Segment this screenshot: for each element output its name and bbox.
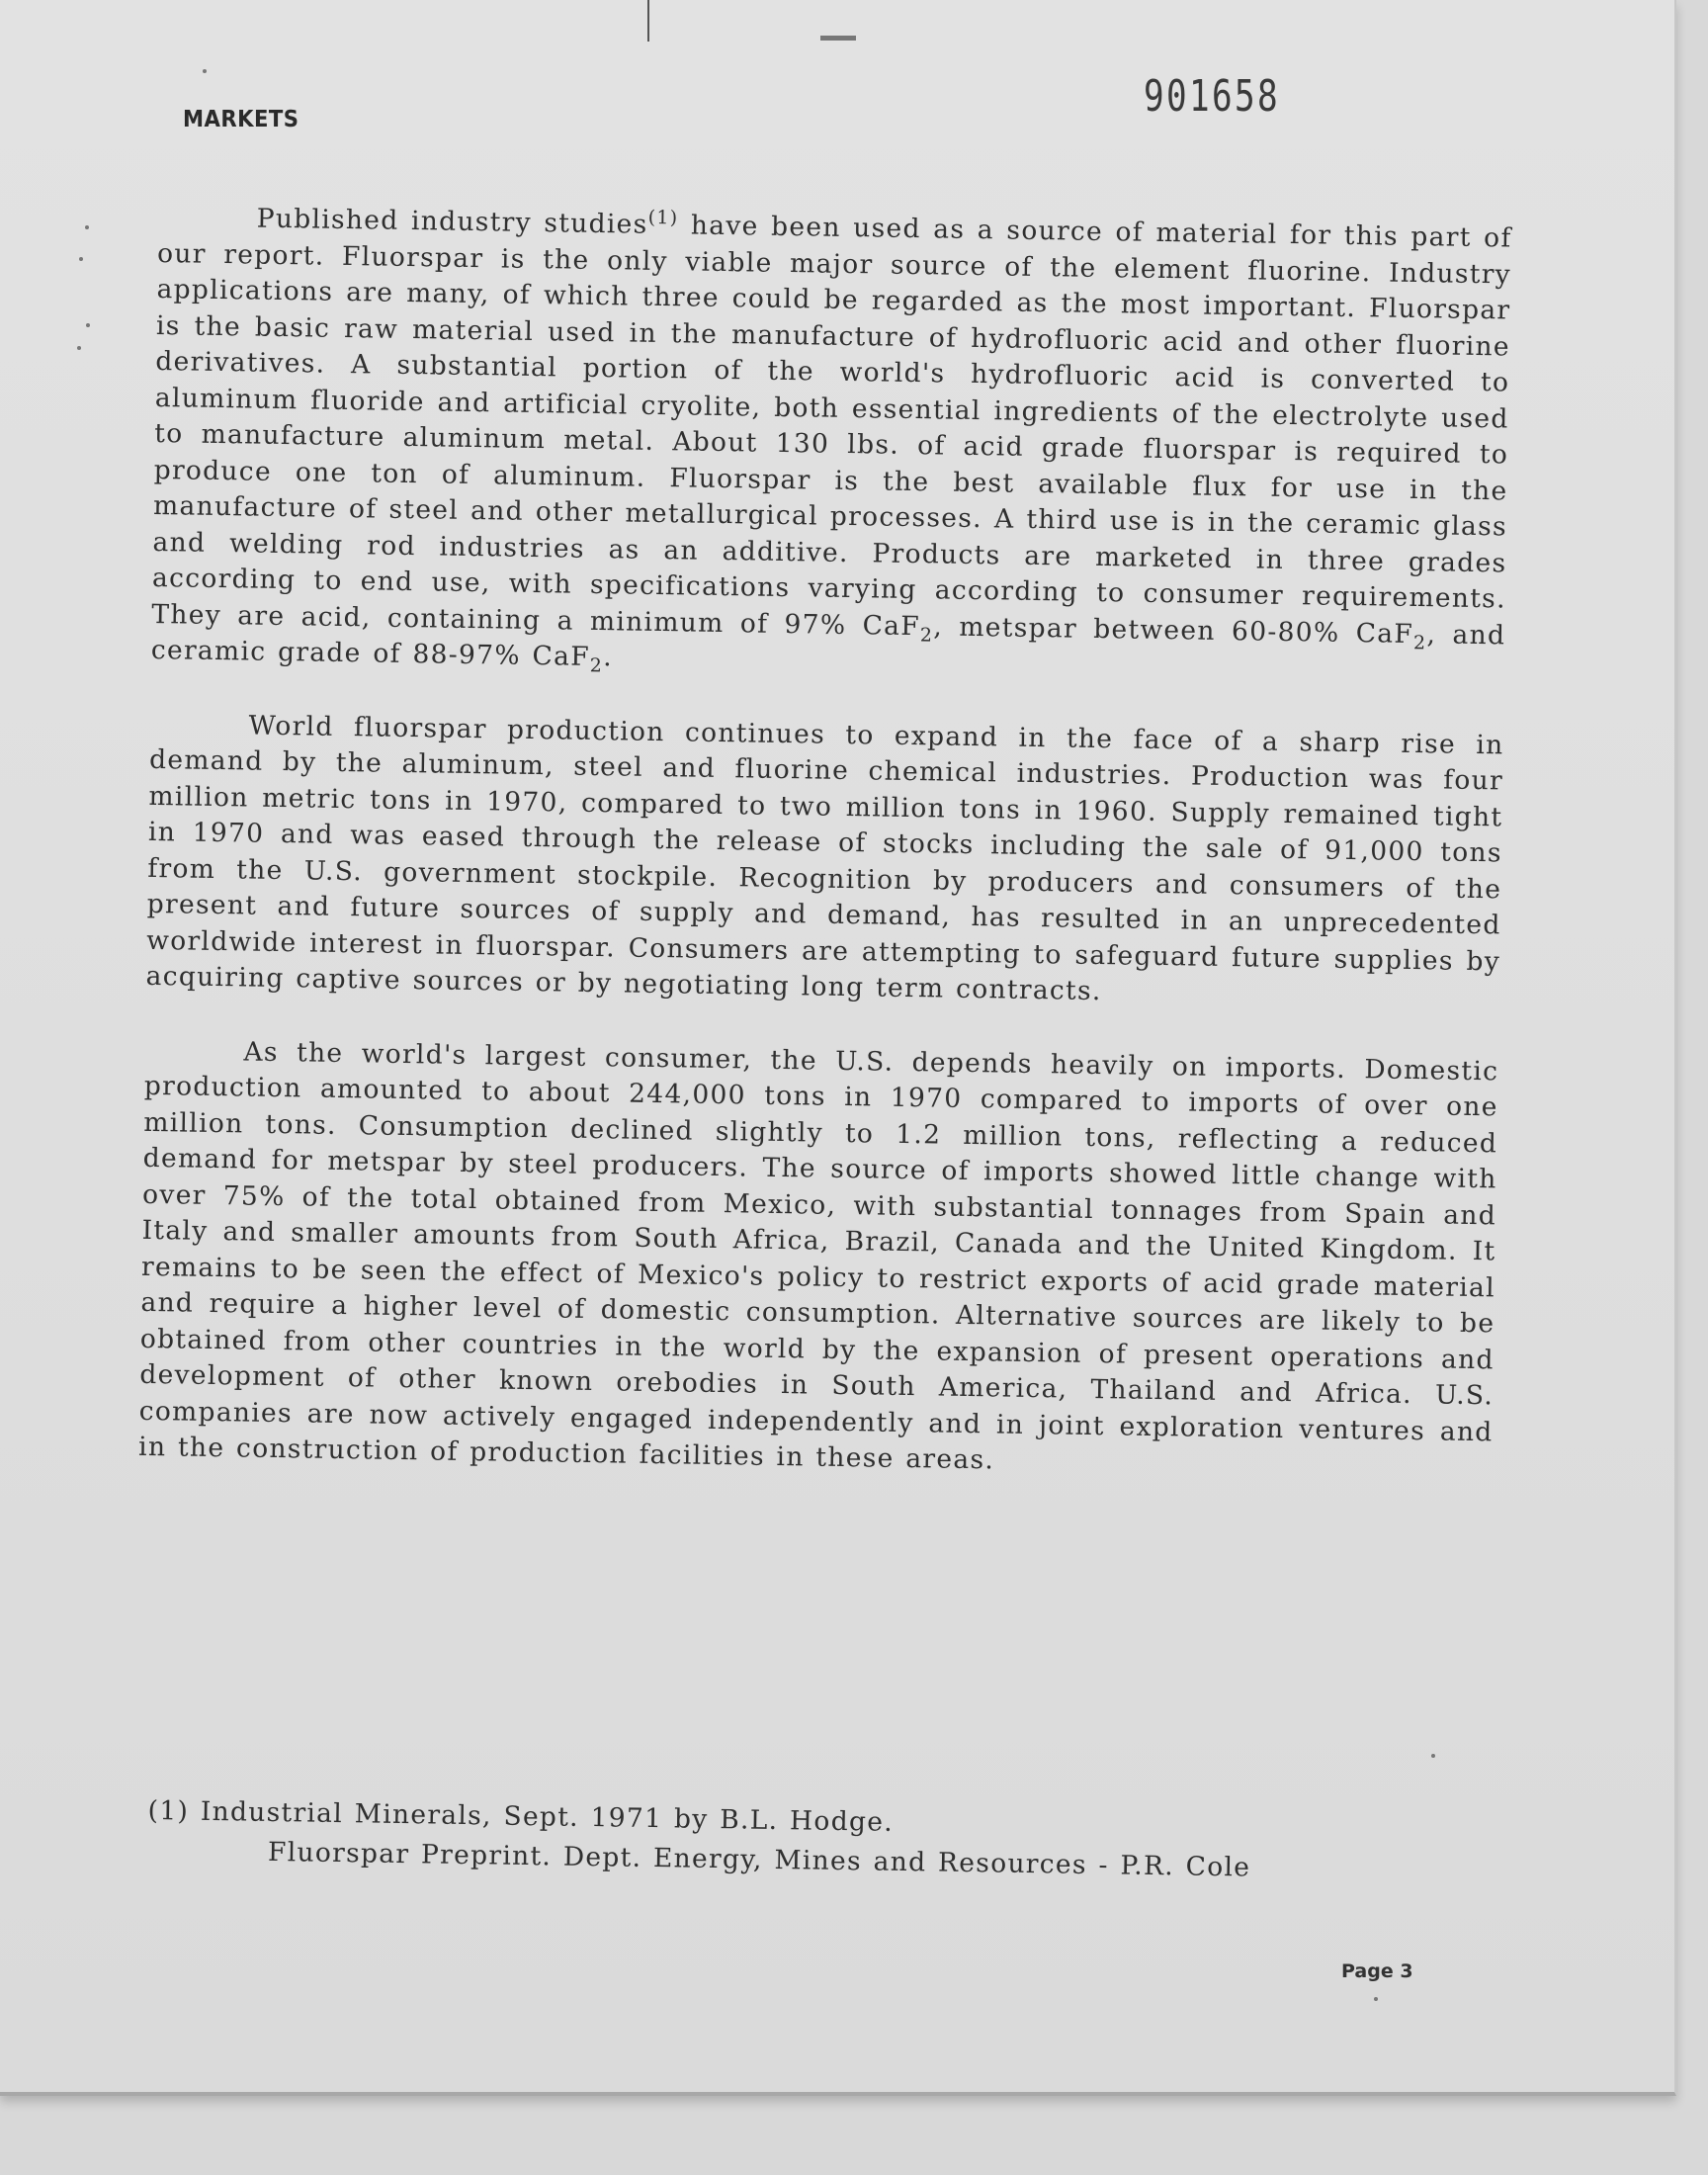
paragraph-text: , and ceramic grade of 88-97% CaF <box>150 618 1506 672</box>
scan-mark <box>820 36 856 41</box>
footnotes <box>147 1791 1483 1891</box>
paragraph-text: , metspar between 60-80% CaF <box>933 610 1414 650</box>
paragraph-text: have been used as a source of material for this part of our report. Fluorspar is the only viable major source of the element fluorine. Industry applications are many, of which three could be regarded as the most important. Fluorspar is the basic raw material used in the manufacture of hydrofluoric acid and other fluorine derivatives. A substantial portion of the world's hydrofluoric acid is converted to aluminum fluoride and artificial cryolite, both essential ingredients of the electrolyte used to manufacture aluminum metal. About 130 lbs. of acid grade fluorspar is required to produce one ton of aluminum. Fluorspar is the best available flux for use in the manufacture of steel and other metallurgical processes. A third use is in the ceramic glass and welding rod industries as an additive. Products are marketed in three grades according to end use, with specifications varying according to consumer requirements. They are acid, containing a minimum of 97% CaF <box>151 210 1512 642</box>
paragraph-text: Published industry studies <box>256 203 648 240</box>
paragraph-text: . <box>603 642 614 673</box>
section-title: MARKETS <box>183 107 299 132</box>
margin-mark <box>79 257 83 261</box>
paragraph-3: As the world's largest consumer, the U.S. depends heavily on imports. Domestic production amounted to about 244,000 tons in 1970 compared to imports of over one million tons. Consumption declined slightly to 1.2 million tons, reflecting a reduced demand for metspar by steel producers. The source of imports showed little change with over 75% of the total obtained from Mexico, with substantial tonnages from Spain and Italy and smaller amounts from South Africa, Brazil, Canada and the United Kingdom. It remains to be seen the effect of Mexico's policy to restrict exports of acid grade material and require a higher level of domestic consumption. Alternative sources are likely to be obtained from other countries in the world by the expansion of present operations and development of other known orebodies in South America, Thailand and Africa. U.S. companies are now actively engaged independently and in joint exploration ventures and in the construction of production facilities in these areas. <box>137 1035 1499 1476</box>
subscript: 2 <box>1412 631 1427 654</box>
margin-mark <box>86 323 90 327</box>
margin-mark <box>85 225 89 229</box>
subscript: 2 <box>919 623 934 647</box>
footnote-2: Fluorspar Preprint. Dept. Energy, Mines and Resources - P.R. Cole <box>267 1836 1251 1883</box>
scan-mark <box>647 0 649 42</box>
margin-mark <box>1374 1997 1378 2001</box>
margin-mark <box>77 346 81 350</box>
document-number: 901658 <box>1144 71 1281 122</box>
paragraph-1 <box>151 200 1512 690</box>
footnote-reference: (1) <box>647 206 679 229</box>
footnote-1: (1) Industrial Minerals, Sept. 1971 by B.L. Hodge. <box>147 1794 895 1838</box>
paragraph-2: World fluorspar production continues to expand in the face of a sharp rise in demand by the aluminum, steel and fluorine chemical industries. Production was four million metric tons in 1970, compared to two million tons in 1960. Supply remained tight in 1970 and was eased through the release of stocks including the sale of 91,000 tons from the U.S. government stockpile. Recognition by producers and consumers of the present and future sources of supply and demand, has resulted in an unprecedented worldwide interest in fluorspar. Consumers are attempting to safeguard future supplies by acquiring captive sources or by negotiating long term contracts. <box>145 710 1504 1007</box>
page-number: Page 3 <box>1341 1960 1413 1982</box>
margin-mark <box>203 69 207 73</box>
subscript: 2 <box>589 654 604 677</box>
body-text <box>133 200 1511 1763</box>
